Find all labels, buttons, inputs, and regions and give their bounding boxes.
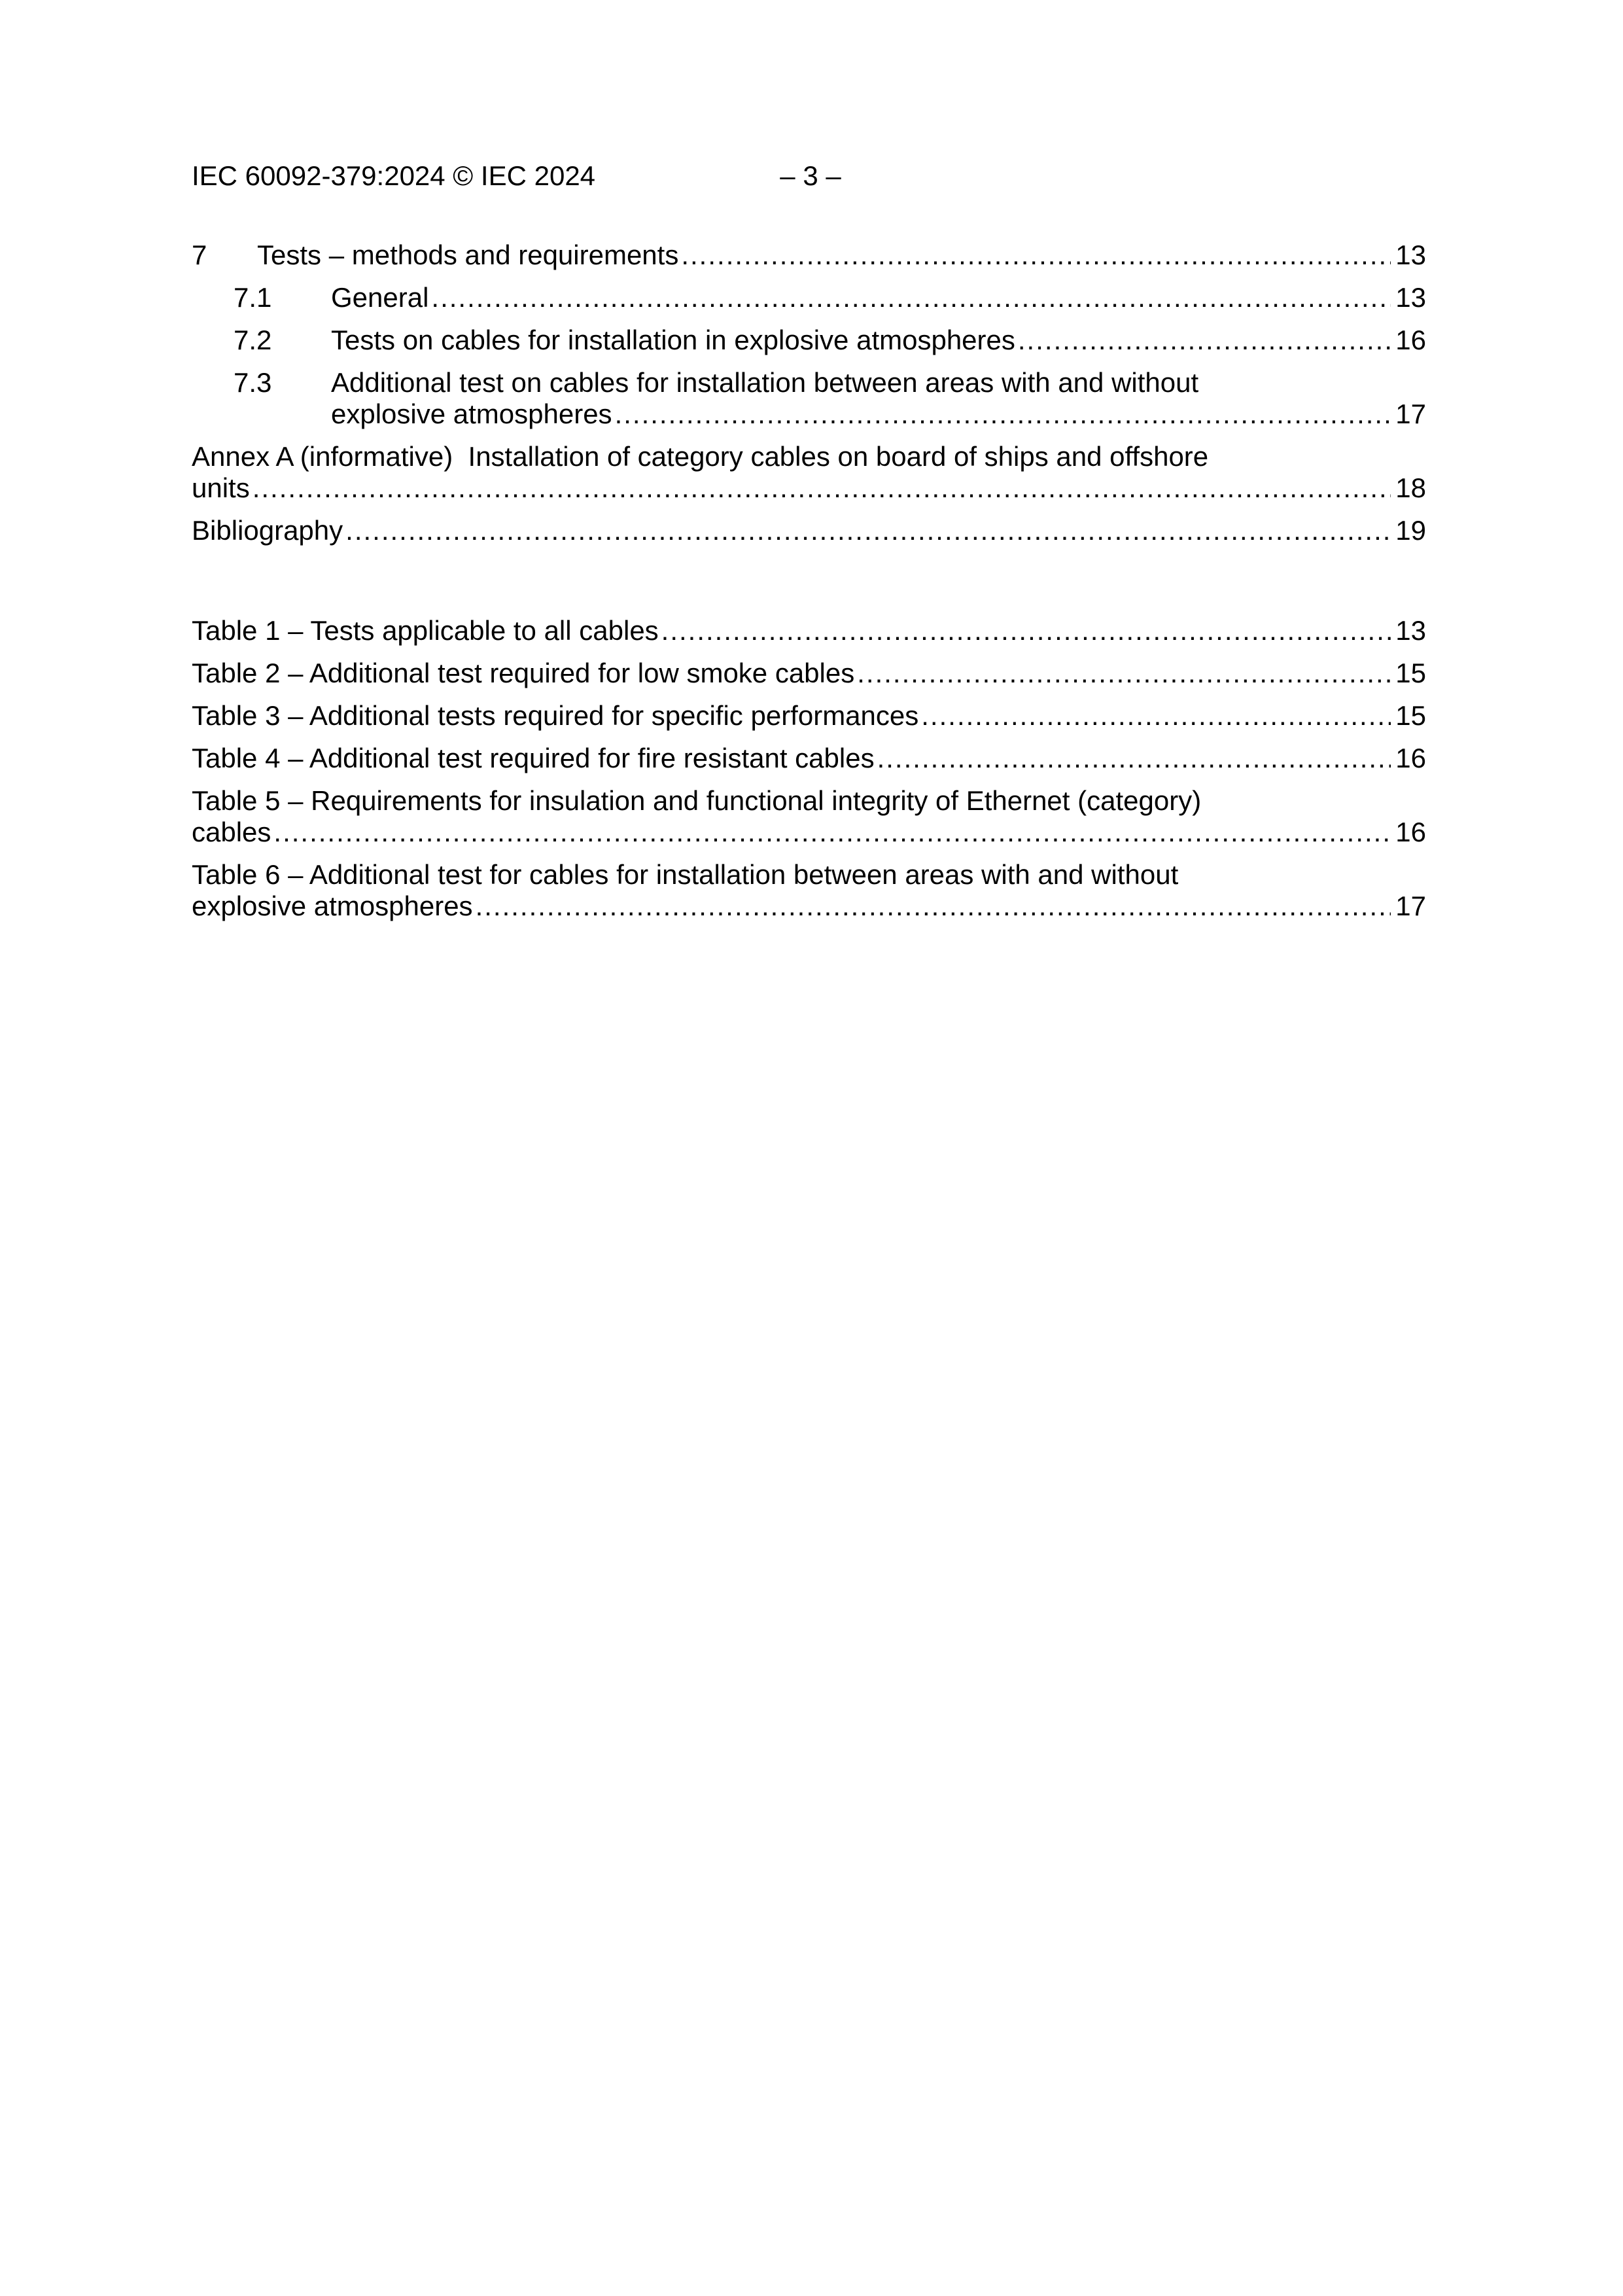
dot-leader — [857, 658, 1391, 688]
toc-entry-table-3[interactable] — [192, 700, 1426, 731]
dot-leader — [253, 472, 1391, 503]
toc-entry-section-7[interactable] — [192, 239, 1426, 270]
toc-section-number: 7.3 — [234, 367, 272, 398]
dot-leader — [877, 743, 1391, 773]
toc-entry-body — [331, 367, 1426, 429]
dot-leader — [615, 398, 1391, 429]
document-reference: IEC 60092-379:2024 © IEC 2024 — [192, 160, 596, 191]
toc-entry-title: Table 4 – Additional test required for fire resistant cables — [192, 743, 875, 773]
toc-tables-list — [192, 615, 1426, 921]
toc-entry-body — [192, 615, 1426, 646]
toc-page-number[interactable]: 13 — [1395, 615, 1426, 646]
toc-page-number[interactable]: 18 — [1395, 472, 1426, 503]
toc-page-number[interactable]: 17 — [1395, 891, 1426, 921]
toc-entry-body — [192, 700, 1426, 731]
toc-page-number[interactable]: 17 — [1395, 398, 1426, 429]
toc-entry-section-7-2[interactable] — [192, 325, 1426, 355]
toc-entry-body — [192, 441, 1426, 503]
toc-entry-body — [192, 785, 1426, 847]
toc-entry-annex-a[interactable] — [192, 441, 1426, 503]
dot-leader — [921, 700, 1391, 731]
toc-page-number[interactable]: 15 — [1395, 700, 1426, 731]
dot-leader — [345, 515, 1391, 546]
toc-entry-table-1[interactable] — [192, 615, 1426, 646]
toc-entry-table-6[interactable] — [192, 859, 1426, 921]
toc-entry-title-line2: explosive atmospheres — [331, 398, 612, 429]
toc-entry-body — [192, 743, 1426, 773]
toc-entry-title-line1: Additional test on cables for installation between areas with and without — [331, 367, 1199, 398]
toc-page-number[interactable]: 13 — [1395, 239, 1426, 270]
dot-leader — [661, 615, 1391, 646]
toc-entry-title-line1: Table 5 – Requirements for insulation and functional integrity of Ethernet (category) — [192, 785, 1202, 816]
dot-leader — [273, 817, 1391, 847]
toc-entry-section-7-1[interactable] — [192, 282, 1426, 313]
toc-page-number[interactable]: 13 — [1395, 282, 1426, 313]
toc-section-number: 7 — [192, 239, 207, 270]
toc-entry-body — [192, 859, 1426, 921]
toc-entry-title: Bibliography — [192, 515, 343, 546]
toc-entry-title: Tests – methods and requirements — [257, 239, 679, 270]
toc-entry-table-5[interactable] — [192, 785, 1426, 847]
dot-leader — [431, 282, 1391, 313]
dot-leader — [681, 239, 1391, 270]
toc-entry-title-line2: cables — [192, 817, 271, 847]
toc-section-number: 7.1 — [234, 282, 272, 313]
table-of-contents — [192, 239, 1426, 921]
toc-entry-table-2[interactable] — [192, 658, 1426, 688]
toc-entry-title: General — [331, 282, 429, 313]
toc-page-number[interactable]: 16 — [1395, 743, 1426, 773]
dot-leader — [476, 891, 1391, 921]
toc-entry-body — [192, 515, 1426, 546]
toc-entry-title: Table 3 – Additional tests required for specific performances — [192, 700, 919, 731]
dot-leader — [1018, 325, 1391, 355]
toc-entry-title: Table 1 – Tests applicable to all cables — [192, 615, 659, 646]
toc-entry-title: Table 2 – Additional test required for low smoke cables — [192, 658, 855, 688]
toc-entry-body — [192, 658, 1426, 688]
toc-entry-body — [331, 282, 1426, 313]
toc-entry-bibliography[interactable] — [192, 515, 1426, 546]
toc-page-number[interactable]: 15 — [1395, 658, 1426, 688]
toc-entry-body — [257, 239, 1426, 270]
toc-section-number: 7.2 — [234, 325, 272, 355]
toc-page-number[interactable]: 19 — [1395, 515, 1426, 546]
toc-entry-title: Tests on cables for installation in explosive atmospheres — [331, 325, 1015, 355]
toc-entry-title-line1: Annex A (informative) Installation of category cables on board of ships and offshore — [192, 441, 1209, 472]
toc-entry-table-4[interactable] — [192, 743, 1426, 773]
toc-entry-title-line2: explosive atmospheres — [192, 891, 473, 921]
toc-entry-section-7-3[interactable] — [192, 367, 1426, 429]
toc-entry-title-line2: units — [192, 472, 250, 503]
toc-page-number[interactable]: 16 — [1395, 817, 1426, 847]
page-number-header: – 3 – — [780, 160, 841, 191]
toc-entry-title-line1: Table 6 – Additional test for cables for installation between areas with and without — [192, 859, 1179, 890]
toc-page-number[interactable]: 16 — [1395, 325, 1426, 355]
toc-entry-body — [331, 325, 1426, 355]
